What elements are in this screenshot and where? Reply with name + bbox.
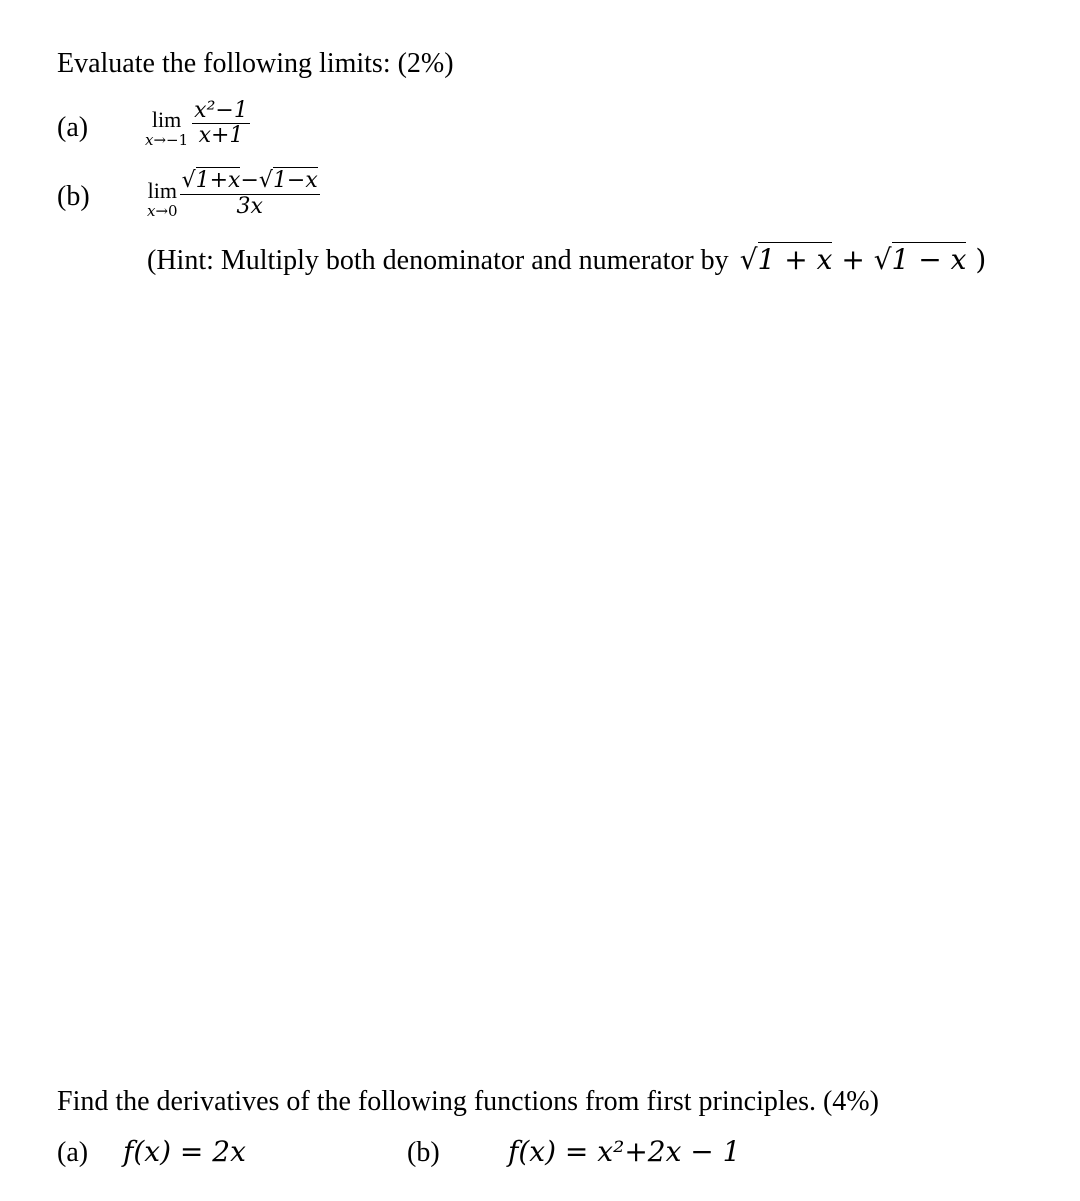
limit-a-operator xyxy=(145,98,188,148)
deriv-b-label: (b) xyxy=(407,1137,440,1168)
limit-b-denominator: 3x xyxy=(236,194,263,219)
part-b-label: (b) xyxy=(57,181,90,212)
deriv-b-function: f(x) = x²+2x − 1 xyxy=(508,1135,741,1168)
sqrt-icon: √ xyxy=(739,243,758,276)
radicand: 1−x xyxy=(272,168,318,193)
section1-heading: Evaluate the following limits: (2%) xyxy=(57,48,454,79)
limit-a-numerator: x²−1 xyxy=(194,97,248,123)
limit-b-numerator: √1+x−√1−x xyxy=(181,168,318,193)
part-a-label: (a) xyxy=(57,112,89,143)
deriv-a-label: (a) xyxy=(57,1137,89,1168)
limit-a-fraction xyxy=(192,99,250,148)
sqrt-icon: √ xyxy=(873,243,892,276)
limit-a-subscript: x→−1 xyxy=(145,131,189,149)
hint-text: (Hint: Multiply both denominator and numerator by xyxy=(147,245,729,276)
lim-text: lim xyxy=(147,177,177,203)
lim-text: lim xyxy=(151,107,182,132)
limit-a xyxy=(145,98,250,148)
limit-b-fraction xyxy=(180,168,320,219)
sqrt-icon: √ xyxy=(181,168,196,193)
radicand: 1+x xyxy=(195,168,241,193)
limit-a-denominator: x+1 xyxy=(198,122,244,148)
section2-heading: Find the derivatives of the following functions from first principles. (4%) xyxy=(57,1086,879,1117)
radicand: 1 + x xyxy=(757,243,833,276)
radicand: 1 − x xyxy=(891,243,967,276)
limit-b-subscript: x→0 xyxy=(147,201,178,220)
deriv-a-function: f(x) = 2x xyxy=(123,1135,246,1168)
sqrt-icon: √ xyxy=(258,168,273,193)
hint-expression: √1 + x + √1 − x ) xyxy=(739,243,987,276)
limit-b xyxy=(147,168,320,219)
limit-b-operator xyxy=(147,169,178,219)
hint xyxy=(147,243,986,277)
